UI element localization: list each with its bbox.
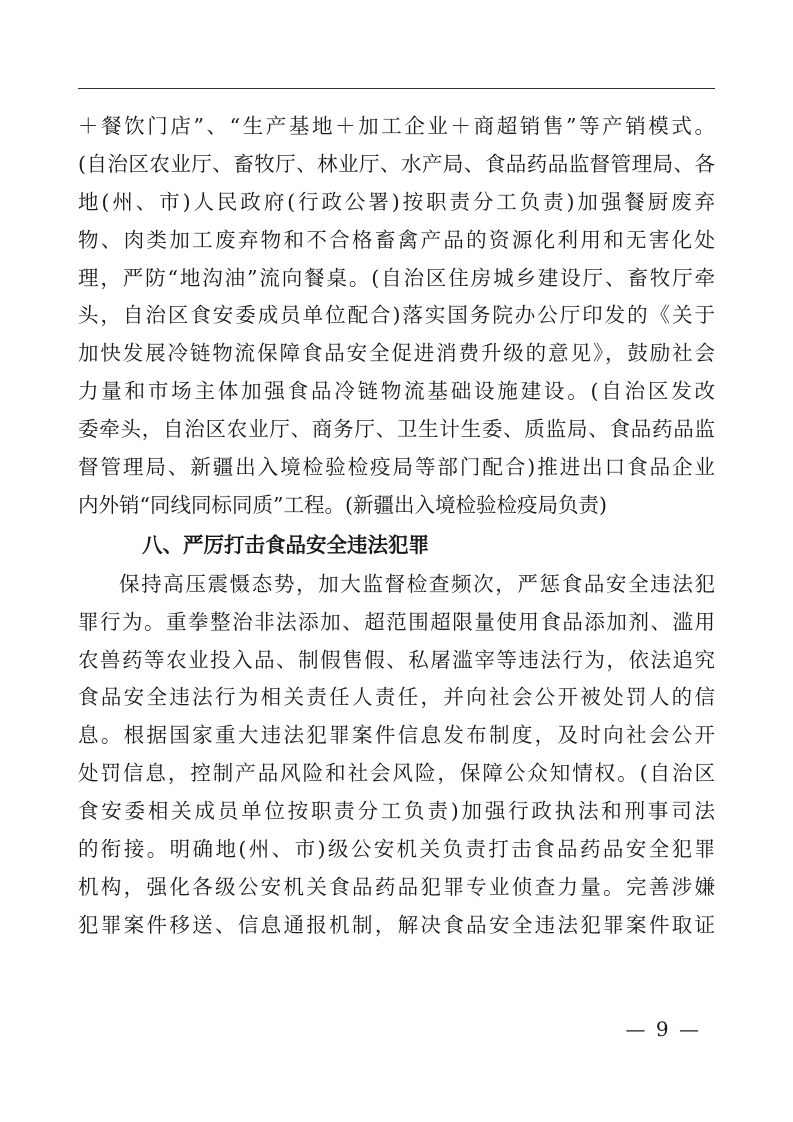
text-line: 内外销“同线同标同质”工程。(新疆出入境检验检疫局负责) <box>78 492 607 517</box>
text-line: 力量和市场主体加强食品冷链物流基础设施建设。(自治区发改 <box>78 379 715 404</box>
header-rule <box>78 88 715 89</box>
section-heading: 八、严厉打击食品安全违法犯罪 <box>142 532 429 557</box>
text-line: 处罚信息，控制产品风险和社会风险，保障公众知情权。(自治区 <box>78 761 715 786</box>
text-line: ＋餐饮门店”、“生产基地＋加工企业＋商超销售”等产销模式。 <box>78 114 715 138</box>
text-line: 督管理局、新疆出入境检验检疫局等部门配合)推进出口食品企业 <box>78 455 715 480</box>
text-line: 委牵头，自治区农业厅、商务厅、卫生计生委、质监局、食品药品监 <box>78 417 715 442</box>
text-line: 息。根据国家重大违法犯罪案件信息发布制度，及时向社会公开 <box>78 723 715 748</box>
text-line: 加快发展冷链物流保障食品安全促进消费升级的意见》，鼓励社会 <box>78 341 715 366</box>
page-number: — 9 — <box>625 1017 701 1041</box>
text-line: 农兽药等农业投入品、制假售假、私屠滥宰等违法行为，依法追究 <box>78 647 715 672</box>
paragraph-1 <box>78 108 715 525</box>
text-line: 食品安全违法行为相关责任人责任，并向社会公开被处罚人的信 <box>78 685 715 710</box>
text-line: (自治区农业厅、畜牧厅、林业厅、水产局、食品药品监督管理局、各 <box>78 151 715 176</box>
text-line: 理，严防“地沟油”流向餐桌。(自治区住房城乡建设厅、畜牧厅牵 <box>78 265 715 290</box>
document-body <box>78 108 715 945</box>
text-line: 头，自治区食安委成员单位配合)落实国务院办公厅印发的《关于 <box>78 303 715 328</box>
text-line: 地(州、市)人民政府(行政公署)按职责分工负责)加强餐厨废弃 <box>78 189 715 214</box>
text-line: 犯罪案件移送、信息通报机制，解决食品安全违法犯罪案件取证 <box>78 912 715 937</box>
text-line: 的衔接。明确地(州、市)级公安机关负责打击食品药品安全犯罪 <box>78 837 715 862</box>
text-line: 机构，强化各级公安机关食品药品犯罪专业侦查力量。完善涉嫌 <box>78 874 715 899</box>
text-line: 物、肉类加工废弃物和不合格畜禽产品的资源化利用和无害化处 <box>78 227 715 252</box>
text-line: 食安委相关成员单位按职责分工负责)加强行政执法和刑事司法 <box>78 799 715 824</box>
text-line: 罪行为。重拳整治非法添加、超范围超限量使用食品添加剂、滥用 <box>78 609 715 634</box>
paragraph-2 <box>78 566 715 945</box>
text-line: 保持高压震慑态势，加大监督检查频次，严惩食品安全违法犯 <box>119 571 715 596</box>
